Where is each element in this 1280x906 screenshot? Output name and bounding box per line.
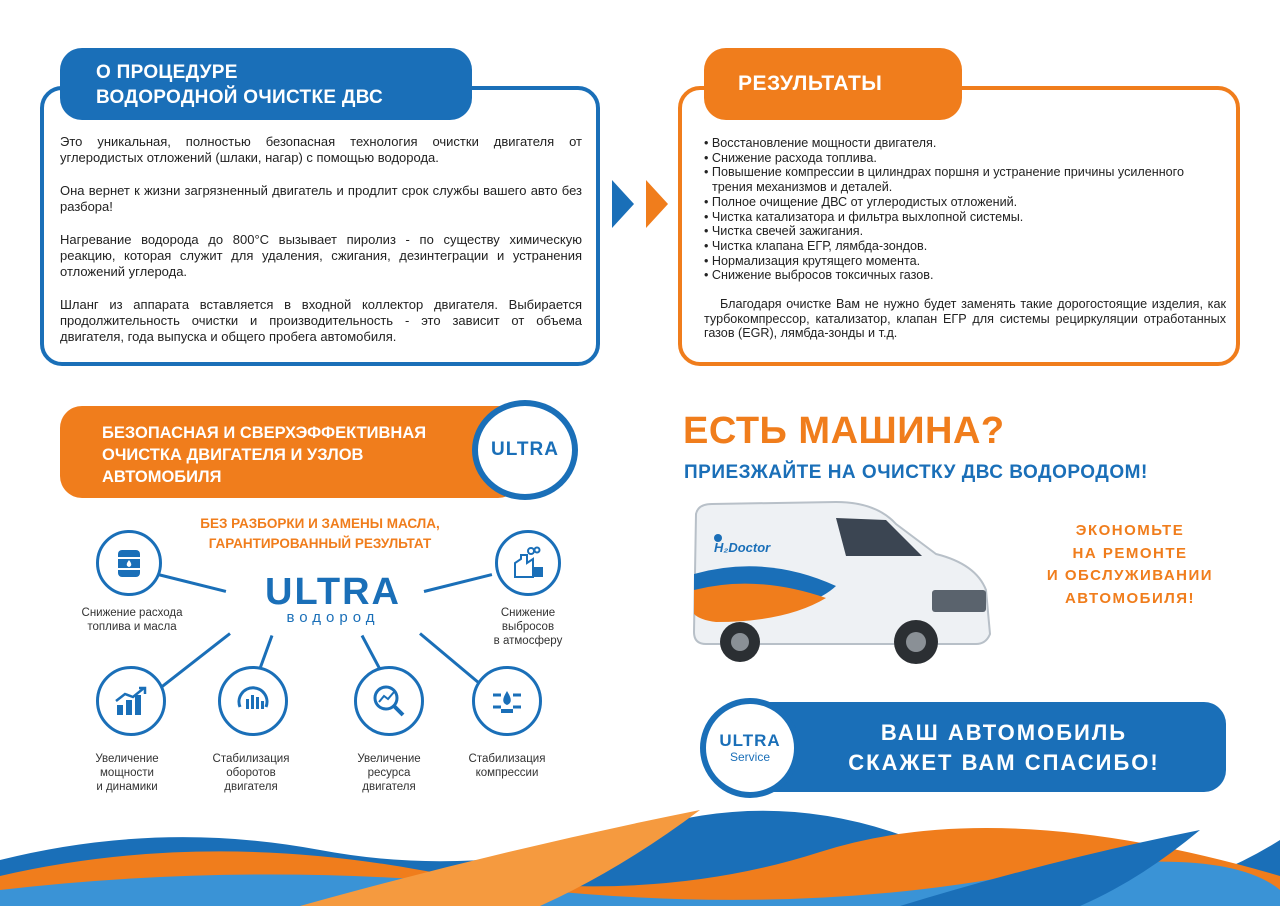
ultra-hydrogen-logo <box>253 571 413 626</box>
piston-drop-icon <box>472 666 542 736</box>
rpm-gauge-icon <box>218 666 288 736</box>
caption-text: Увеличение ресурса двигателя <box>357 753 421 793</box>
safe-banner <box>60 406 520 498</box>
caption-text: Стабилизация оборотов двигателя <box>212 753 290 793</box>
procedure-text <box>60 134 582 362</box>
caption-text: Увеличение мощности и динамики <box>95 753 159 793</box>
ultra-service-word: ULTRA <box>719 731 781 750</box>
van-logo-text: H₂Doctor <box>714 540 771 555</box>
van-image <box>686 494 996 670</box>
save-line: АВТОМОБИЛЯ! <box>1064 589 1196 607</box>
save-text <box>1020 520 1240 610</box>
save-line: И ОБСЛУЖИВАНИИ <box>1046 567 1214 584</box>
results-note: Благодаря очистке Вам не нужно будет заменять такие дорогостоящие изделия, как турбокомпрессор, катализатор, клапан ЕГР для системы рециркуляции отработанных газов (EGR), лямбда-зонды и т.д. <box>704 297 1226 341</box>
guarantee-text <box>160 514 480 554</box>
connector-line <box>419 632 481 684</box>
chevron-right-icon <box>612 180 634 228</box>
ultra-logo-text: ULTRA <box>491 439 559 460</box>
ultra-service-sub: Service <box>729 750 770 764</box>
caption-text: Стабилизация компрессии <box>468 753 546 779</box>
list-item: • Чистка катализатора и фильтра выхлопной системы. <box>704 209 1024 224</box>
benefit-caption <box>72 752 182 794</box>
procedure-title-line2: ВОДОРОДНОЙ ОЧИСТКЕ ДВС <box>96 87 384 108</box>
chevron-right-icon <box>646 180 668 228</box>
safe-banner-line: ОЧИСТКА ДВИГАТЕЛЯ И УЗЛОВ <box>102 446 364 464</box>
thanks-line: ВАШ АВТОМОБИЛЬ <box>880 720 1128 745</box>
thanks-line: СКАЖЕТ ВАМ СПАСИБО! <box>848 750 1160 775</box>
connector-line <box>424 573 493 593</box>
oil-barrel-icon <box>96 530 162 596</box>
brand-word: ULTRA <box>265 571 401 613</box>
list-item: • Повышение компрессии в цилиндрах поршня и устранение причины усиленного трения механизмов и деталей. <box>704 165 1184 195</box>
growth-chart-icon <box>96 666 166 736</box>
decorative-waves <box>0 790 1280 906</box>
results-list <box>704 136 1224 283</box>
list-item: • Полное очищение ДВС от углеродистых отложений. <box>704 194 1018 209</box>
procedure-title <box>60 48 472 120</box>
guarantee-line: БЕЗ РАЗБОРКИ И ЗАМЕНЫ МАСЛА, <box>200 516 440 531</box>
factory-icon <box>495 530 561 596</box>
ultra-service-logo <box>700 698 800 798</box>
procedure-paragraph: Шланг из аппарата вставляется в входной коллектор двигателя. Выбирается продолжительность очистки и производительность - это зависит от объема двигателя, года выпуска и общего пробега автомобиля. <box>60 297 582 344</box>
promo-headline: ЕСТЬ МАШИНА? <box>683 410 1005 452</box>
results-title: РЕЗУЛЬТАТЫ <box>704 48 962 120</box>
thanks-banner <box>729 702 1226 792</box>
list-item: • Чистка свечей зажигания. <box>704 224 864 239</box>
safe-banner-line: АВТОМОБИЛЯ <box>102 468 222 486</box>
procedure-paragraph: Нагревание водорода до 800°С вызывает пиролиз - по существу химическую реакцию, которая служит для удаления, сжигания, дезинтеграции и устранения отложений углерода. <box>60 232 582 279</box>
save-line: НА РЕМОНТЕ <box>1072 544 1188 562</box>
list-item: • Нормализация крутящего момента. <box>704 253 921 268</box>
guarantee-line: ГАРАНТИРОВАННЫЙ РЕЗУЛЬТАТ <box>208 536 432 551</box>
safe-banner-line: БЕЗОПАСНАЯ И СВЕРХЭФФЕКТИВНАЯ <box>102 424 427 442</box>
connector-line <box>361 635 381 670</box>
benefit-caption <box>62 606 202 634</box>
procedure-paragraph: Она вернет к жизни загрязненный двигатель и продлит срок службы вашего авто без разбора! <box>60 183 582 214</box>
benefit-caption <box>196 752 306 794</box>
ultra-logo <box>472 400 578 500</box>
procedure-paragraph: Это уникальная, полностью безопасная технология очистки двигателя от углеродистых отложений (шлаки, нагар) с помощью водорода. <box>60 134 582 165</box>
list-item: • Снижение расхода топлива. <box>704 150 877 165</box>
save-line: ЭКОНОМЬТЕ <box>1075 522 1185 539</box>
brand-sub: водород <box>286 609 380 626</box>
magnifier-chart-icon <box>354 666 424 736</box>
caption-text: Снижение выбросов в атмосферу <box>493 607 563 647</box>
promo-subline: ПРИЕЗЖАЙТЕ НА ОЧИСТКУ ДВС ВОДОРОДОМ! <box>684 462 1148 483</box>
benefit-caption <box>452 752 562 780</box>
list-item: • Восстановление мощности двигателя. <box>704 136 937 150</box>
procedure-title-line1: О ПРОЦЕДУРЕ <box>96 62 238 83</box>
caption-text: Снижение расхода топлива и масла <box>81 607 183 633</box>
list-item: • Чистка клапана ЕГР, лямбда-зондов. <box>704 238 928 253</box>
benefit-caption <box>478 606 578 648</box>
benefit-caption <box>334 752 444 794</box>
list-item: • Снижение выбросов токсичных газов. <box>704 268 934 283</box>
connector-line <box>158 573 227 593</box>
